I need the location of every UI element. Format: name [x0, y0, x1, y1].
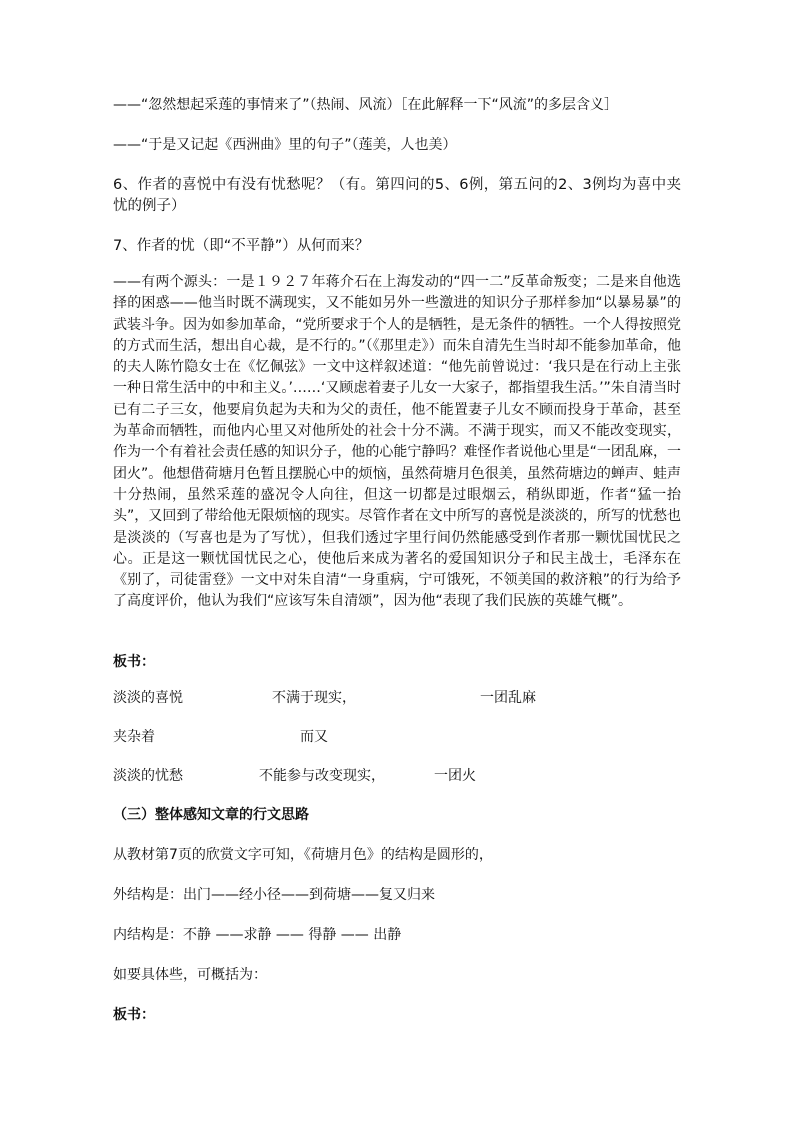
- summary-intro: 如要具体些，可概括为：: [113, 967, 267, 983]
- explanation-line-1: ——“忽然想起采莲的事情来了”（热闹、风流）［在此解释一下“风流”的多层含义］: [113, 97, 619, 113]
- question-7: 7、作者的忧（即“不平静”）从何而来？: [113, 238, 370, 254]
- explanation-line-2: ——“于是又记起《西洲曲》里的句子”（莲美，人也美）: [113, 137, 457, 153]
- section-3-heading: （三）整体感知文章的行文思路: [113, 807, 309, 823]
- board-r1-c1: 淡淡的喜悦: [113, 690, 183, 706]
- board-r3-c2: 不能参与改变现实，: [259, 768, 385, 784]
- board-r1-c3: 一团乱麻: [480, 690, 536, 706]
- board-heading-2: 板书：: [113, 1007, 155, 1023]
- board-heading-1: 板书：: [113, 654, 155, 670]
- board-r2-c1: 夹杂着: [113, 729, 155, 745]
- board-r3-c3: 一团火: [434, 768, 476, 784]
- structure-intro: 从教材第7页的欣赏文字可知，《荷塘月色》的结构是圆形的，: [113, 847, 493, 863]
- answer-7-paragraph: ——有两个源头：一是１９２７年蒋介石在上海发动的“四一二”反革命叛变；二是来自他选择的困惑——他当时既不满现实，又不能如另外一些激进的知识分子那样参加“以暴易暴”的武装斗争。因为如参加革命，“党所要求于个人的是牺牲，是无条件的牺牲。一个人得按照党的方式而生活，想出自心裁，是不行的。”（《那里走》）而朱自清先生当时却不能参加革命，他的夫人陈竹隐女士在《忆佩弦》一文中这样叙述道：“他先前曾说过：‘我只是在行动上主张一种日常生活中的中和主义。’……‘又顾虑着妻子儿女一大家子，都指望我生活。’”朱自清当时已有二子三女，他要肩负起为夫和为父的责任，他不能置妻子儿女不顾而投身于革命，甚至为革命而牺牲，而他内心里又对他所处的社会十分不满。不满于现实，而又不能改变现实，作为一个有着社会责任感的知识分子，他的心能宁静吗？难怪作者说他心里是“一团乱麻，一团火”。他想借荷塘月色暂且摆脱心中的烦恼，虽然荷塘月色很美，虽然荷塘边的蝉声、蛙声十分热闹，虽然采莲的盛况令人向往，但这一切都是过眼烟云，稍纵即逝，作者“猛一抬头”，又回到了带给他无限烦恼的现实。尽管作者在文中所写的喜悦是淡淡的，所写的忧愁也是淡淡的（写喜也是为了写忧），但我们透过字里行间仍然能感受到作者那一颗忧国忧民之心。正是这一颗忧国忧民之心，使他后来成为著名的爱国知识分子和民主战士，毛泽东在《别了，司徒雷登》一文中对朱自清“一身重病，宁可饿死，不领美国的救济粮”的行为给予了高度评价，他认为我们“应该写朱自清颂”，因为他“表现了我们民族的英雄气概”。: [113, 274, 681, 610]
- inner-structure: 内结构是：不静 ——求静 —— 得静 —— 出静: [113, 927, 402, 943]
- outer-structure: 外结构是：出门——经小径——到荷塘——复又归来: [113, 887, 435, 903]
- board-r2-c2: 而又: [300, 729, 328, 745]
- board-r1-c2: 不满于现实，: [272, 690, 356, 706]
- question-6: 6、作者的喜悦中有没有忧愁呢？（有。第四问的5、6例，第五问的2、3例均为喜中夹忧的例子）: [113, 177, 681, 215]
- board-r3-c1: 淡淡的忧愁: [113, 768, 183, 784]
